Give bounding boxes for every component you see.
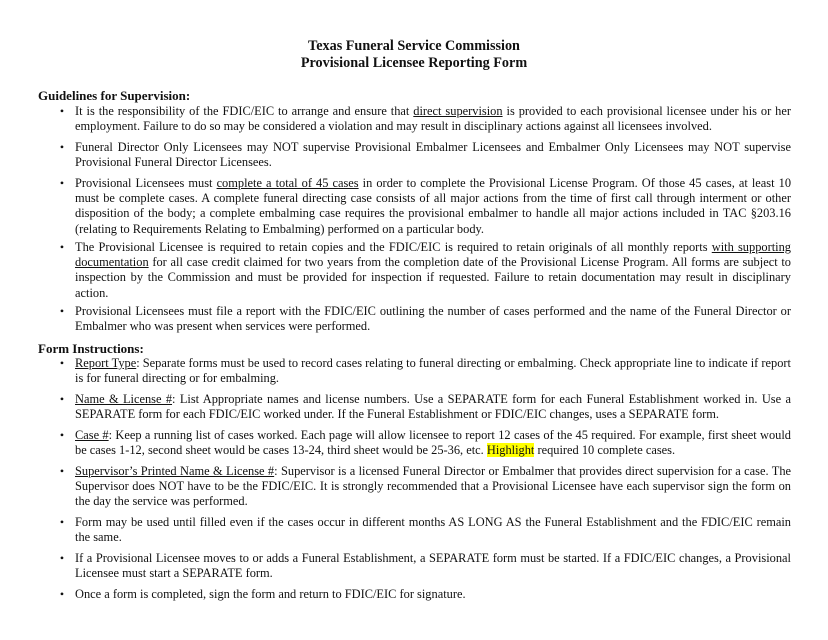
bullet-icon: • xyxy=(59,240,65,254)
bullet-icon: • xyxy=(59,104,65,118)
bullet-icon: • xyxy=(59,515,65,529)
bullet-icon: • xyxy=(59,464,65,478)
instruction-item-completion: Once a form is completed, sign the form and return to FDIC/EIC for signature. xyxy=(75,587,466,601)
instruction-item-name-license: Name & License #: List Appropriate names and license numbers. Use a SEPARATE form for each Funeral Establishment worked in. Use a SEPARATE form for each FDIC/EIC worked under. If the Funeral Establishment or FDIC/EIC changes, uses a SEPARATE form. xyxy=(75,392,791,422)
bullet-icon: • xyxy=(59,176,65,190)
page-title: Texas Funeral Service Commission xyxy=(308,38,520,54)
guideline-item-3: Provisional Licensees must complete a total of 45 cases in order to complete the Provisional License Program. Of those 45 cases, at least 10 must be complete cases. A complete funeral directing case consists of all major actions from the time of first call through interment or other disposition of the body; a complete embalming case requires the provisional embalmer to handle all major actions included in TAC §203.16 (relating to Requirements Relating to Embalming) performed on a particular body. xyxy=(75,176,792,236)
bullet-icon: • xyxy=(59,356,65,370)
guideline-item-1: It is the responsibility of the FDIC/EIC to arrange and ensure that direct supervision is provided to each provisional licensee under his or her employment. Failure to do so may be considered a violation and may result in disciplinary actions against all licensees involved. xyxy=(75,104,792,134)
form-title: Provisional Licensee Reporting Form xyxy=(300,55,528,71)
instruction-item-form-usage: Form may be used until filled even if the cases occur in different months AS LONG AS the Funeral Establishment and the FDIC/EIC remain the same. xyxy=(75,515,791,545)
instructions-heading: Form Instructions: xyxy=(38,341,144,356)
bullet-icon: • xyxy=(59,428,65,442)
guidelines-heading: Guidelines for Supervision: xyxy=(38,88,191,103)
bullet-icon: • xyxy=(59,587,65,601)
bullet-icon: • xyxy=(59,551,65,565)
bullet-icon: • xyxy=(59,140,65,154)
guideline-item-5: Provisional Licensees must file a report with the FDIC/EIC outlining the number of cases performed and the name of the Funeral Director or Embalmer who was present when services were performed. xyxy=(75,304,791,334)
instruction-item-case-number: Case #: Keep a running list of cases worked. Each page will allow licensee to report 12 cases of the 45 required. For example, first sheet would be cases 1-12, second sheet would be cases 13-24, third sheet would be 25-36, etc. Highlight required 10 complete cases. xyxy=(75,428,791,458)
instruction-item-report-type: Report Type: Separate forms must be used to record cases relating to funeral directing or embalming. Check appropriate line to indicate if report is for funeral directing or for embalming. xyxy=(75,356,791,386)
highlight-text: Highlight xyxy=(486,443,535,458)
instruction-item-supervisor: Supervisor’s Printed Name & License #: Supervisor is a licensed Funeral Director or Embalmer that provides direct supervision for a case. The Supervisor does NOT have to be the FDIC/EIC. It is strongly recommended that a Provisional Licensee have each supervisor sign the form on the day the service was performed. xyxy=(75,464,792,509)
bullet-icon: • xyxy=(59,304,65,318)
guideline-item-2: Funeral Director Only Licensees may NOT supervise Provisional Embalmer Licensees and Embalmer Only Licensees may NOT supervise Provisional Funeral Director Licensees. xyxy=(75,140,791,170)
instruction-item-establishment-change: If a Provisional Licensee moves to or adds a Funeral Establishment, a SEPARATE form must be started. If a FDIC/EIC changes, a Provisional Licensee must start a SEPARATE form. xyxy=(75,551,791,581)
bullet-icon: • xyxy=(59,392,65,406)
guideline-item-4: The Provisional Licensee is required to retain copies and the FDIC/EIC is required to retain originals of all monthly reports with supporting documentation for all case credit claimed for two years from the completion date of the Provisional License Program. All forms are subject to inspection by the Commission and must be provided for inspection if requested. Failure to retain documentation may result in disciplinary action. xyxy=(75,240,791,300)
